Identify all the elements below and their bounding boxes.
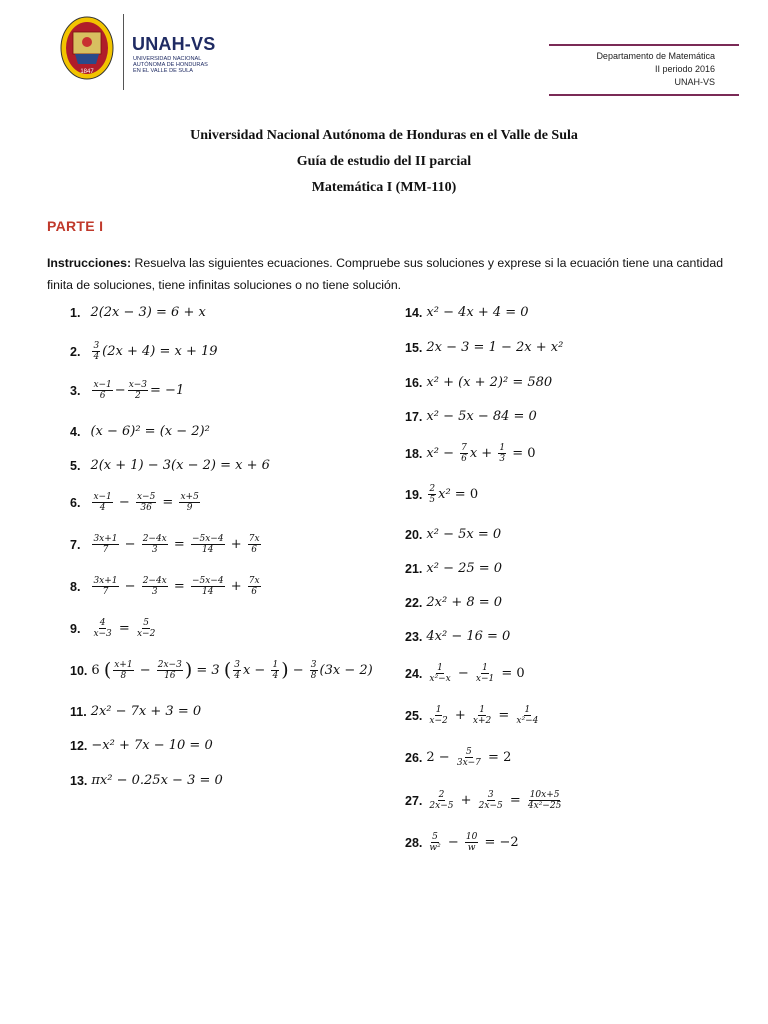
logo-divider <box>123 14 124 90</box>
equation-22: 22. 2x² + 8 = 0 <box>405 595 503 610</box>
logo-subtitle-line-1: UNIVERSIDAD NACIONAL <box>133 56 202 62</box>
course-title: Matemática I (MM-110) <box>311 180 457 195</box>
section-heading: PARTE I <box>47 218 104 234</box>
equation-13: 13. πx² − 0.25x − 3 = 0 <box>70 773 223 788</box>
department-name: Departamento de Matemática <box>596 51 715 61</box>
equation-25: 25. $\frac{1}{x-2}$ + $\frac{1}{x+2}$ = $\frac{1}{\text{x²−4}}$ <box>405 705 539 726</box>
equation-18: 18. x² − $\frac{7}{6}$ x + $\frac{1}{3}$ = 0 <box>405 443 536 464</box>
equation-1: 1. 2(2x − 3) = 6 + x <box>70 305 206 320</box>
logo-subtitle-line-3: EN EL VALLE DE SULA <box>133 68 194 74</box>
equation-20: 20. x² − 5x = 0 <box>405 527 502 542</box>
guide-title: Guía de estudio del II parcial <box>296 154 472 169</box>
university-seal-logo <box>60 16 114 80</box>
equation-14: 14. x² − 4x + 4 = 0 <box>405 305 529 320</box>
equation-2: 2. $\frac{3}{4}$ (2x + 4) = x + 19 <box>70 341 218 362</box>
equation-21: 21. x² − 25 = 0 <box>405 561 503 576</box>
equation-11: 11. 2x² − 7x + 3 = 0 <box>70 704 202 719</box>
equation-10: 10. 6 ( $\frac{x+1}{8}$ − $\frac{2x-3}{16}$ ) = 3 ( $\frac{3}{4}$ x − $\frac{1}{4}$ ) − $\frac{3}{8}$ (3x − 2) <box>70 659 373 681</box>
department-box <box>549 44 739 96</box>
logo-subtitle-line-2: AUTÓNOMA DE HONDURAS <box>133 62 208 68</box>
svg-text:1847: 1847 <box>80 69 94 75</box>
equation-3: 3. $\frac{x-1}{6}$ − $\frac{x-3}{2}$ = −1 <box>70 380 185 401</box>
period: II periodo 2016 <box>654 64 715 74</box>
equation-23: 23. 4x² − 16 = 0 <box>405 629 511 644</box>
campus: UNAH-VS <box>674 77 715 87</box>
equation-12: 12. −x² + 7x − 10 = 0 <box>70 738 213 753</box>
equation-27: 27. $\frac{2}{2x-5}$ + $\frac{3}{2x-5}$ = $\frac{10x+5}{\text{4x²−25}}$ <box>405 790 562 811</box>
equation-17: 17. x² − 5x − 84 = 0 <box>405 409 537 424</box>
equation-7: 7. $\frac{3x+1}{7}$ − $\frac{2-4x}{3}$ = $\frac{-5x-4}{14}$ + $\frac{7x}{6}$ <box>70 534 260 555</box>
equation-6: 6. $\frac{x-1}{4}$ − $\frac{x-5}{36}$ = $\frac{x+5}{9}$ <box>70 492 199 513</box>
equation-16: 16. x² + (x + 2)² = 580 <box>405 375 553 390</box>
university-title: Universidad Nacional Autónoma de Honduras en el Valle de Sula <box>190 128 578 143</box>
equation-9: 9. $\frac{4}{x-3}$ = $\frac{5}{x-2}$ <box>70 618 156 639</box>
instructions-text: Resuelva las siguientes ecuaciones. Compruebe sus soluciones y exprese si la ecuación tiene una cantidad finita de soluciones, tiene infinitas soluciones o no tiene solución. <box>47 256 724 292</box>
equation-4: 4. (x − 6)² = (x − 2)² <box>70 424 210 439</box>
instructions-label: Instrucciones: <box>47 256 132 270</box>
equation-28: 28. $\frac{5}{\text{w²}}$ − $\frac{10}{w}$ = −2 <box>405 832 519 853</box>
equation-19: 19. $\frac{2}{5}$ x² = 0 <box>405 484 479 505</box>
instructions <box>47 252 737 296</box>
equation-15: 15. 2x − 3 = 1 − 2x + x² <box>405 340 564 355</box>
equation-5: 5. 2(x + 1) − 3(x − 2) = x + 6 <box>70 458 270 473</box>
equation-8: 8. $\frac{3x+1}{7}$ − $\frac{2-4x}{3}$ = $\frac{-5x-4}{14}$ + $\frac{7x}{6}$ <box>70 576 260 597</box>
equation-26: 26. 2 − $\frac{5}{3x-7}$ = 2 <box>405 747 512 768</box>
equation-24: 24. $\frac{1}{\text{x²−x}}$ − $\frac{1}{x-1}$ = 0 <box>405 663 525 684</box>
logo-title: UNAH-VS <box>132 34 216 54</box>
